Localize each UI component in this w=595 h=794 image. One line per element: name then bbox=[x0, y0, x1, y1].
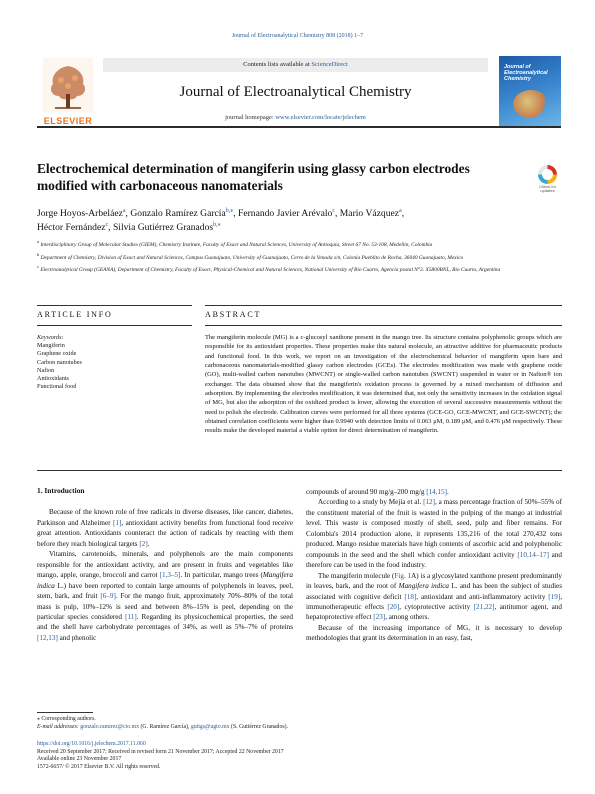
sciencedirect-link[interactable]: ScienceDirect bbox=[311, 61, 348, 68]
elsevier-wordmark: ELSEVIER bbox=[43, 116, 93, 126]
keyword[interactable]: Graphene oxide bbox=[37, 350, 77, 358]
email-owner: (G. Ramírez García), bbox=[139, 724, 191, 731]
citation-link[interactable]: [6–9] bbox=[100, 592, 116, 601]
author-sup[interactable]: a bbox=[122, 208, 126, 214]
body-column-left bbox=[37, 486, 293, 643]
keyword[interactable]: Nafion bbox=[37, 366, 55, 374]
journal-masthead bbox=[37, 56, 561, 128]
received-dates: Received 20 September 2017; Received in revised form 21 November 2017; Accepted 22 November 2017 bbox=[37, 748, 284, 755]
publication-info bbox=[37, 741, 562, 771]
email-link[interactable]: gutigs@ugto.mx bbox=[190, 724, 230, 731]
text-run: The mangiferin molecule ( bbox=[318, 571, 395, 580]
cover-title: Journal of Electroanalytical Chemistry bbox=[504, 64, 548, 83]
affiliation-text: Department of Chemistry, Division of Exact and Natural Sciences, Campus Guanajuato, University of Guanajuato, Cerro de la Venada s/n, Colonia Pueblito de Rocha, 36040 Guanajuato, Mexico bbox=[40, 254, 464, 261]
author-sup[interactable]: c bbox=[105, 222, 109, 229]
affiliation-text: Electroanalytical Group (GEANA), Department of Chemistry, Faculty of Exact, Physical-Chemical and Natural Sciences, National University of Río Cuarto, Agencia postal N°3. X5800BNL, Río Cuarto, Argentina bbox=[40, 267, 501, 274]
text-run: Because of the increasing importance of MG, it is necessary to develop methodologies that grant its determination in an easy, fast, bbox=[306, 623, 562, 643]
abstract-heading: ABSTRACT bbox=[205, 310, 262, 319]
elsevier-logo[interactable] bbox=[37, 56, 99, 128]
keyword[interactable]: Functional food bbox=[37, 383, 77, 391]
keywords-label: Keywords: bbox=[37, 334, 64, 341]
author-name[interactable]: Mario Vázquez bbox=[339, 208, 400, 220]
text-run: According to a study by Mejía et al. bbox=[318, 498, 424, 507]
text-run: Because of the known role of free radicals in diverse diseases, like cancer, diabetes, Parkinson and Alzheimer bbox=[37, 508, 293, 527]
keyword[interactable]: Mangiferin bbox=[37, 342, 65, 349]
author-name[interactable]: Héctor Fernández bbox=[37, 222, 106, 234]
abstract-rule-top bbox=[205, 305, 562, 306]
email-owner: (S. Gutiérrez Granados). bbox=[229, 724, 288, 731]
paragraph bbox=[306, 623, 562, 644]
footnote-separator bbox=[37, 712, 93, 713]
crossmark-label: Check for updates bbox=[538, 184, 557, 194]
corresponding-authors-note: ⁎ Corresponding authors. bbox=[37, 716, 96, 722]
text-run: L.) have been reported to contain large amounts of polyphenols in leaves, peel, stem, bark, and fruit bbox=[37, 581, 293, 601]
contents-prefix: Contents lists available at bbox=[243, 61, 312, 68]
paragraph bbox=[37, 507, 293, 549]
journal-cover-thumbnail[interactable] bbox=[499, 56, 561, 126]
citation-link[interactable]: [10,14–17] bbox=[517, 550, 549, 559]
author-name[interactable]: Silvia Gutiérrez Granados bbox=[112, 222, 214, 234]
abstract-rule bbox=[205, 325, 562, 326]
author-name[interactable]: Jorge Hoyos-Arbeláez bbox=[37, 208, 123, 220]
footnotes bbox=[37, 715, 562, 732]
text-run: . For the mango fruit, approximately 70%–80% of the total mass is pulp, 10%–12% is seed and between 8%–15% is peel, depending on the particular species considered bbox=[37, 592, 293, 621]
contents-available-banner bbox=[103, 58, 488, 72]
paragraph bbox=[306, 497, 562, 570]
journal-reference[interactable]: Journal of Electroanalytical Chemistry 808 (2018) 1–7 bbox=[231, 33, 364, 39]
text-run: compounds of around 90 mg/g–200 mg/g bbox=[306, 488, 427, 496]
text-run: A) is a glycosylated xanthone present predominantly in leaves, bark, and the root of bbox=[306, 571, 562, 591]
affiliations bbox=[37, 239, 562, 277]
crossmark-badge[interactable] bbox=[534, 165, 561, 195]
article-info-rule-top bbox=[37, 305, 192, 306]
affiliation-sup: a bbox=[37, 239, 39, 244]
citation-link[interactable]: [18] bbox=[404, 592, 417, 601]
abstract-text: The mangiferin molecule (MG) is a c-glucosyl xanthone present in the mango tree. Its structure contains polyphenolic groups which are responsible for its antioxidant properties. These properties make this natural molecule, an attractive additive for pharmaceutic products and functional food. In this work, we report on an investigation of the electrochemical behavior of mangiferin upon bare and carbonaceous nanomaterials-modified glassy carbon electrodes (GCEs). The electrodes modification was made with graphene oxide (GO), multi-walled carbon nanotubes (MWCNT) or single-walled carbon nanotubes (SWCNT) suspended in water or in Nafion® ion exchanger. The data obtained show that the mangiferin's oxidation process is governed by a mixed mechanism of diffusion and adsorption. By implementing the electrodes modification, it was determined that, not only the sensitivity increases in the oxidation signal of MG, but also the adsorption of the oxidized product is lower, allowing the execution of several successive measurements without the need to polish the electrode. Calibration curves were performed for all three systems (GCE-GO, GCE-MWCNT, and GCE-SWCNT); the obtained correlation coefficients were higher than 0.9940 with detection limits of 0.063 μM, 0.189 μM, and 0.476 μM respectively. These results make the developed material a viable option for direct determination of mangiferin. bbox=[205, 334, 562, 435]
article-info-rule bbox=[37, 325, 192, 326]
citation-link[interactable]: [1] bbox=[113, 518, 122, 527]
author-list: Jorge Hoyos-Arbeláez$^a$, Gonzalo Ramírez García$^{b,⁎}$, Fernando Javier Arévalo$^c$, Mario Vázquez$^a$, Héctor Fernández$^c$, Silvia Gutiérrez Granados$^{b,⁎}$ bbox=[37, 208, 405, 234]
copyright: 1572-6657/ © 2017 Elsevier B.V. All rights reserved. bbox=[37, 763, 161, 770]
journal-homepage bbox=[103, 114, 488, 121]
text-run: , cytoprotective activity bbox=[399, 602, 474, 611]
paragraph-continued bbox=[306, 487, 562, 497]
email-link[interactable]: gonzalo.ramirez@cio.mx bbox=[80, 724, 140, 731]
text-run: , antitumor agent, and hepatoprotective effect bbox=[306, 602, 562, 622]
journal-title: Journal of Electroanalytical Chemistry bbox=[179, 84, 412, 100]
text-run: . bbox=[147, 539, 150, 548]
citation-link[interactable]: [19] bbox=[548, 592, 561, 601]
figure-link[interactable]: Fig. 1 bbox=[394, 571, 412, 580]
crossmark-inner bbox=[542, 169, 553, 180]
paragraph bbox=[37, 549, 293, 643]
text-run: . Regarding its physicochemical properties, the seed and the shell have carbohydrate percentages of 34%, as well as 5%–7% of proteins bbox=[37, 612, 293, 632]
citation-link[interactable]: [11] bbox=[125, 612, 137, 621]
author-sup[interactable]: b,⁎ bbox=[225, 208, 234, 214]
author-sup[interactable]: c bbox=[332, 208, 335, 214]
text-run: , immunotherapeutic effects bbox=[306, 592, 562, 611]
citation-link[interactable]: [1,3–5] bbox=[159, 571, 181, 580]
email-addresses bbox=[37, 723, 562, 731]
article-title: Electrochemical determination of mangiferin using glassy carbon electrodes modified with carbonaceous nanomaterials bbox=[37, 161, 470, 194]
citation-link[interactable]: [12] bbox=[423, 498, 435, 507]
affiliation-text: Interdisciplinary Group of Molecular Studies (GIEM), Chemistry Institute, Faculty of Exact and Natural Sciences, University of Antioquia, Street 67 No. 53-108, Medellín, Colombia bbox=[40, 241, 433, 248]
author-name[interactable]: Gonzalo Ramírez García bbox=[130, 208, 226, 220]
homepage-link[interactable]: www.elsevier.com/locate/jelechem bbox=[275, 114, 366, 121]
affiliation-sup: c bbox=[37, 264, 39, 270]
section-heading-introduction: 1. Introduction bbox=[37, 486, 85, 495]
author-sup[interactable]: b,⁎ bbox=[213, 222, 221, 229]
text-run: , among others. bbox=[385, 613, 430, 622]
keyword-list bbox=[37, 342, 82, 392]
citation-link[interactable]: [23] bbox=[373, 613, 386, 622]
abstract-rule-bottom bbox=[37, 470, 562, 471]
citation-link[interactable]: [12,13] bbox=[37, 633, 58, 642]
keyword[interactable]: Antioxidants bbox=[37, 375, 69, 383]
affiliation-sup: b bbox=[37, 251, 40, 257]
text-run: , antioxidant activity benefits from functional food receive great attention. Antioxidants counteract the action of radicals by reacting with them before they reach biological targets bbox=[37, 518, 293, 548]
citation-link[interactable]: [21,22] bbox=[473, 602, 495, 611]
doi-link[interactable]: https://doi.org/10.1016/j.jelechem.2017.11.060 bbox=[37, 741, 146, 747]
elsevier-tree-icon bbox=[43, 58, 93, 112]
available-online: Available online 23 November 2017 bbox=[37, 756, 122, 763]
species-name: Mangifera indica bbox=[398, 582, 449, 591]
text-run: . bbox=[447, 488, 449, 496]
text-run: , a mass percentage fraction of 50%–55% of the constituent material of the fruit is wasted in the pulping of the mango at industrial level. This waste is composed mostly of shell, seed, pulp and fiber remains. For Colombia's 2014 production alone, it represents 135,216 of the total 270,432 tons produced. Mango residue materials have high contents of ascorbic acid and polyphenolic compounds in the seed and the shell which confer antioxidant activity bbox=[306, 498, 563, 559]
text-run: . In particular, mango trees ( bbox=[180, 571, 263, 580]
text-run: Vitamins, carotenoids, minerals, and polyphenols are the main components responsible for the antioxidant activity, and are present in fruits and vegetables like mango, apple, orange, broccoli and carrot bbox=[37, 550, 293, 580]
keyword[interactable]: Carbon nanotubes bbox=[37, 358, 82, 366]
affiliation bbox=[37, 252, 562, 262]
citation-link[interactable]: [2] bbox=[139, 539, 148, 548]
species-name: Mangifera indica bbox=[37, 571, 294, 590]
affiliation bbox=[37, 264, 562, 274]
body-column-right bbox=[306, 487, 562, 644]
cover-graphic bbox=[513, 90, 549, 118]
paragraph bbox=[306, 571, 562, 623]
homepage-prefix: journal homepage: bbox=[225, 114, 276, 121]
citation-link[interactable]: [14,15] bbox=[426, 488, 448, 496]
text-run: , antioxidant and anti-inflammatory activity bbox=[416, 592, 549, 601]
email-label: E-mail addresses: bbox=[37, 724, 81, 731]
text-run: L. and has been the subject of studies associated with cognitive deficit bbox=[306, 582, 563, 601]
author-sup[interactable]: a bbox=[399, 208, 402, 214]
author-name[interactable]: Fernando Javier Arévalo bbox=[238, 208, 333, 220]
citation-link[interactable]: [20] bbox=[387, 602, 400, 611]
article-info-heading: ARTICLE INFO bbox=[37, 310, 113, 319]
affiliation bbox=[37, 239, 562, 249]
text-run: and phenolic bbox=[57, 633, 97, 642]
text-run: and therefore can be used in the food industry. bbox=[306, 550, 562, 570]
